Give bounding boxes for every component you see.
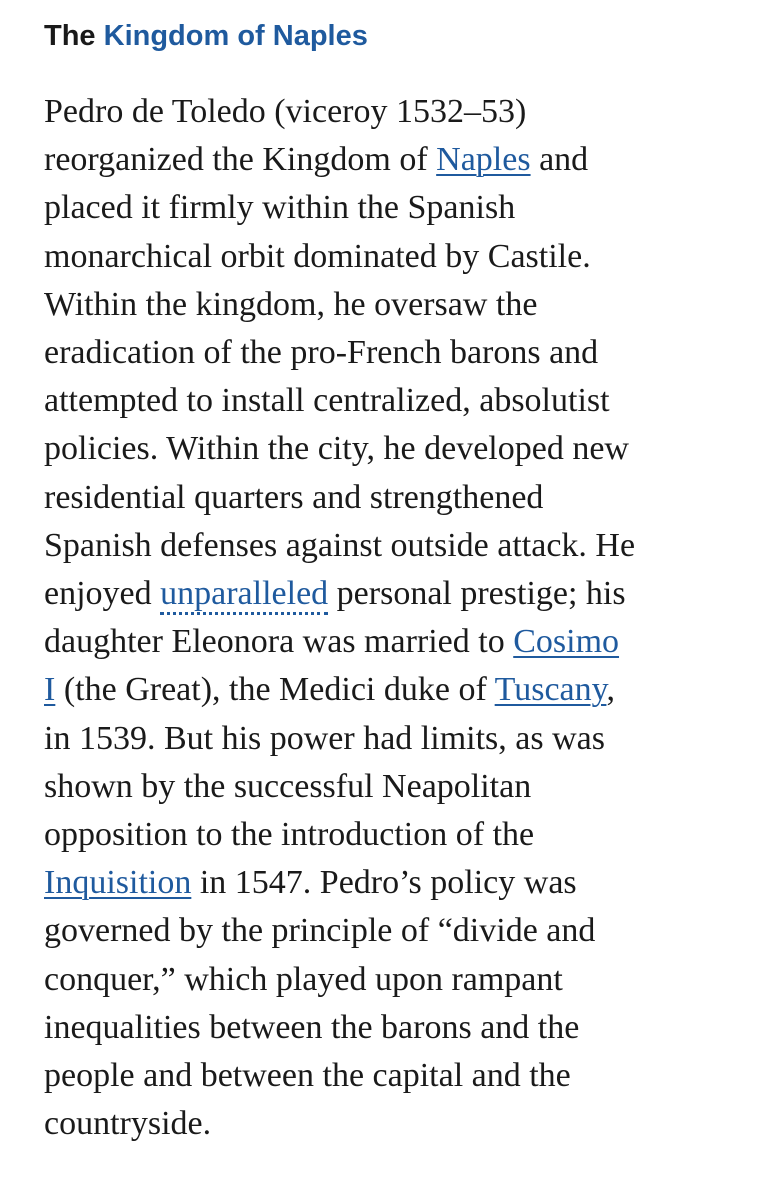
paragraph-line: opposition to the introduction of the <box>44 816 535 854</box>
link-naples[interactable]: Naples <box>436 141 531 179</box>
paragraph-line: countryside. <box>44 1105 212 1143</box>
paragraph-text: personal prestige; his <box>328 575 626 613</box>
paragraph-line: Pedro de Toledo (viceroy 1532–53) <box>44 93 527 130</box>
paragraph-line <box>44 618 744 666</box>
paragraph-line: placed it firmly within the Spanish <box>44 189 516 227</box>
paragraph-text: daughter Eleonora was married to <box>44 623 514 661</box>
paragraph-line: people and between the capital and the <box>44 1057 571 1095</box>
paragraph-line: in 1539. But his power had limits, as was <box>44 719 605 757</box>
paragraph-text: reorganized the Kingdom of <box>44 141 437 179</box>
paragraph-line: Within the kingdom, he oversaw the <box>44 285 538 323</box>
link-cosimo-i[interactable]: Cosimo <box>513 623 620 661</box>
paragraph-line: attempted to install centralized, absolutist <box>44 382 610 420</box>
article-paragraph <box>44 88 744 1148</box>
paragraph-line <box>44 136 744 184</box>
heading-prefix: The <box>44 20 96 52</box>
paragraph-line <box>44 666 744 714</box>
paragraph-line <box>44 570 744 618</box>
paragraph-text: and <box>530 141 589 179</box>
glossary-link-unparalleled[interactable]: unparalleled <box>160 575 328 615</box>
heading-link-kingdom-of-naples[interactable]: Kingdom of Naples <box>103 20 368 52</box>
paragraph-line: governed by the principle of “divide and <box>44 912 596 950</box>
section-heading <box>44 14 744 58</box>
paragraph-line: inequalities between the barons and the <box>44 1008 580 1046</box>
paragraph-line: eradication of the pro-French barons and <box>44 334 599 372</box>
link-tuscany[interactable]: Tuscany <box>494 671 607 709</box>
link-inquisition[interactable]: Inquisition <box>44 864 192 902</box>
link-cosimo-i-continued[interactable]: I <box>44 671 56 709</box>
paragraph-line: policies. Within the city, he developed new <box>44 430 629 468</box>
paragraph-text: , <box>606 671 615 709</box>
paragraph-line: monarchical orbit dominated by Castile. <box>44 237 591 275</box>
paragraph-line: shown by the successful Neapolitan <box>44 767 532 805</box>
paragraph-text: (the Great), the Medici duke of <box>55 671 495 709</box>
article-section <box>44 14 744 1148</box>
paragraph-line: residential quarters and strengthened <box>44 478 544 516</box>
paragraph-line: Spanish defenses against outside attack. He <box>44 526 636 564</box>
paragraph-text: enjoyed <box>44 575 161 613</box>
paragraph-line <box>44 859 744 907</box>
paragraph-text: in 1547. Pedro’s policy was <box>191 864 577 902</box>
paragraph-line: conquer,” which played upon rampant <box>44 960 563 998</box>
